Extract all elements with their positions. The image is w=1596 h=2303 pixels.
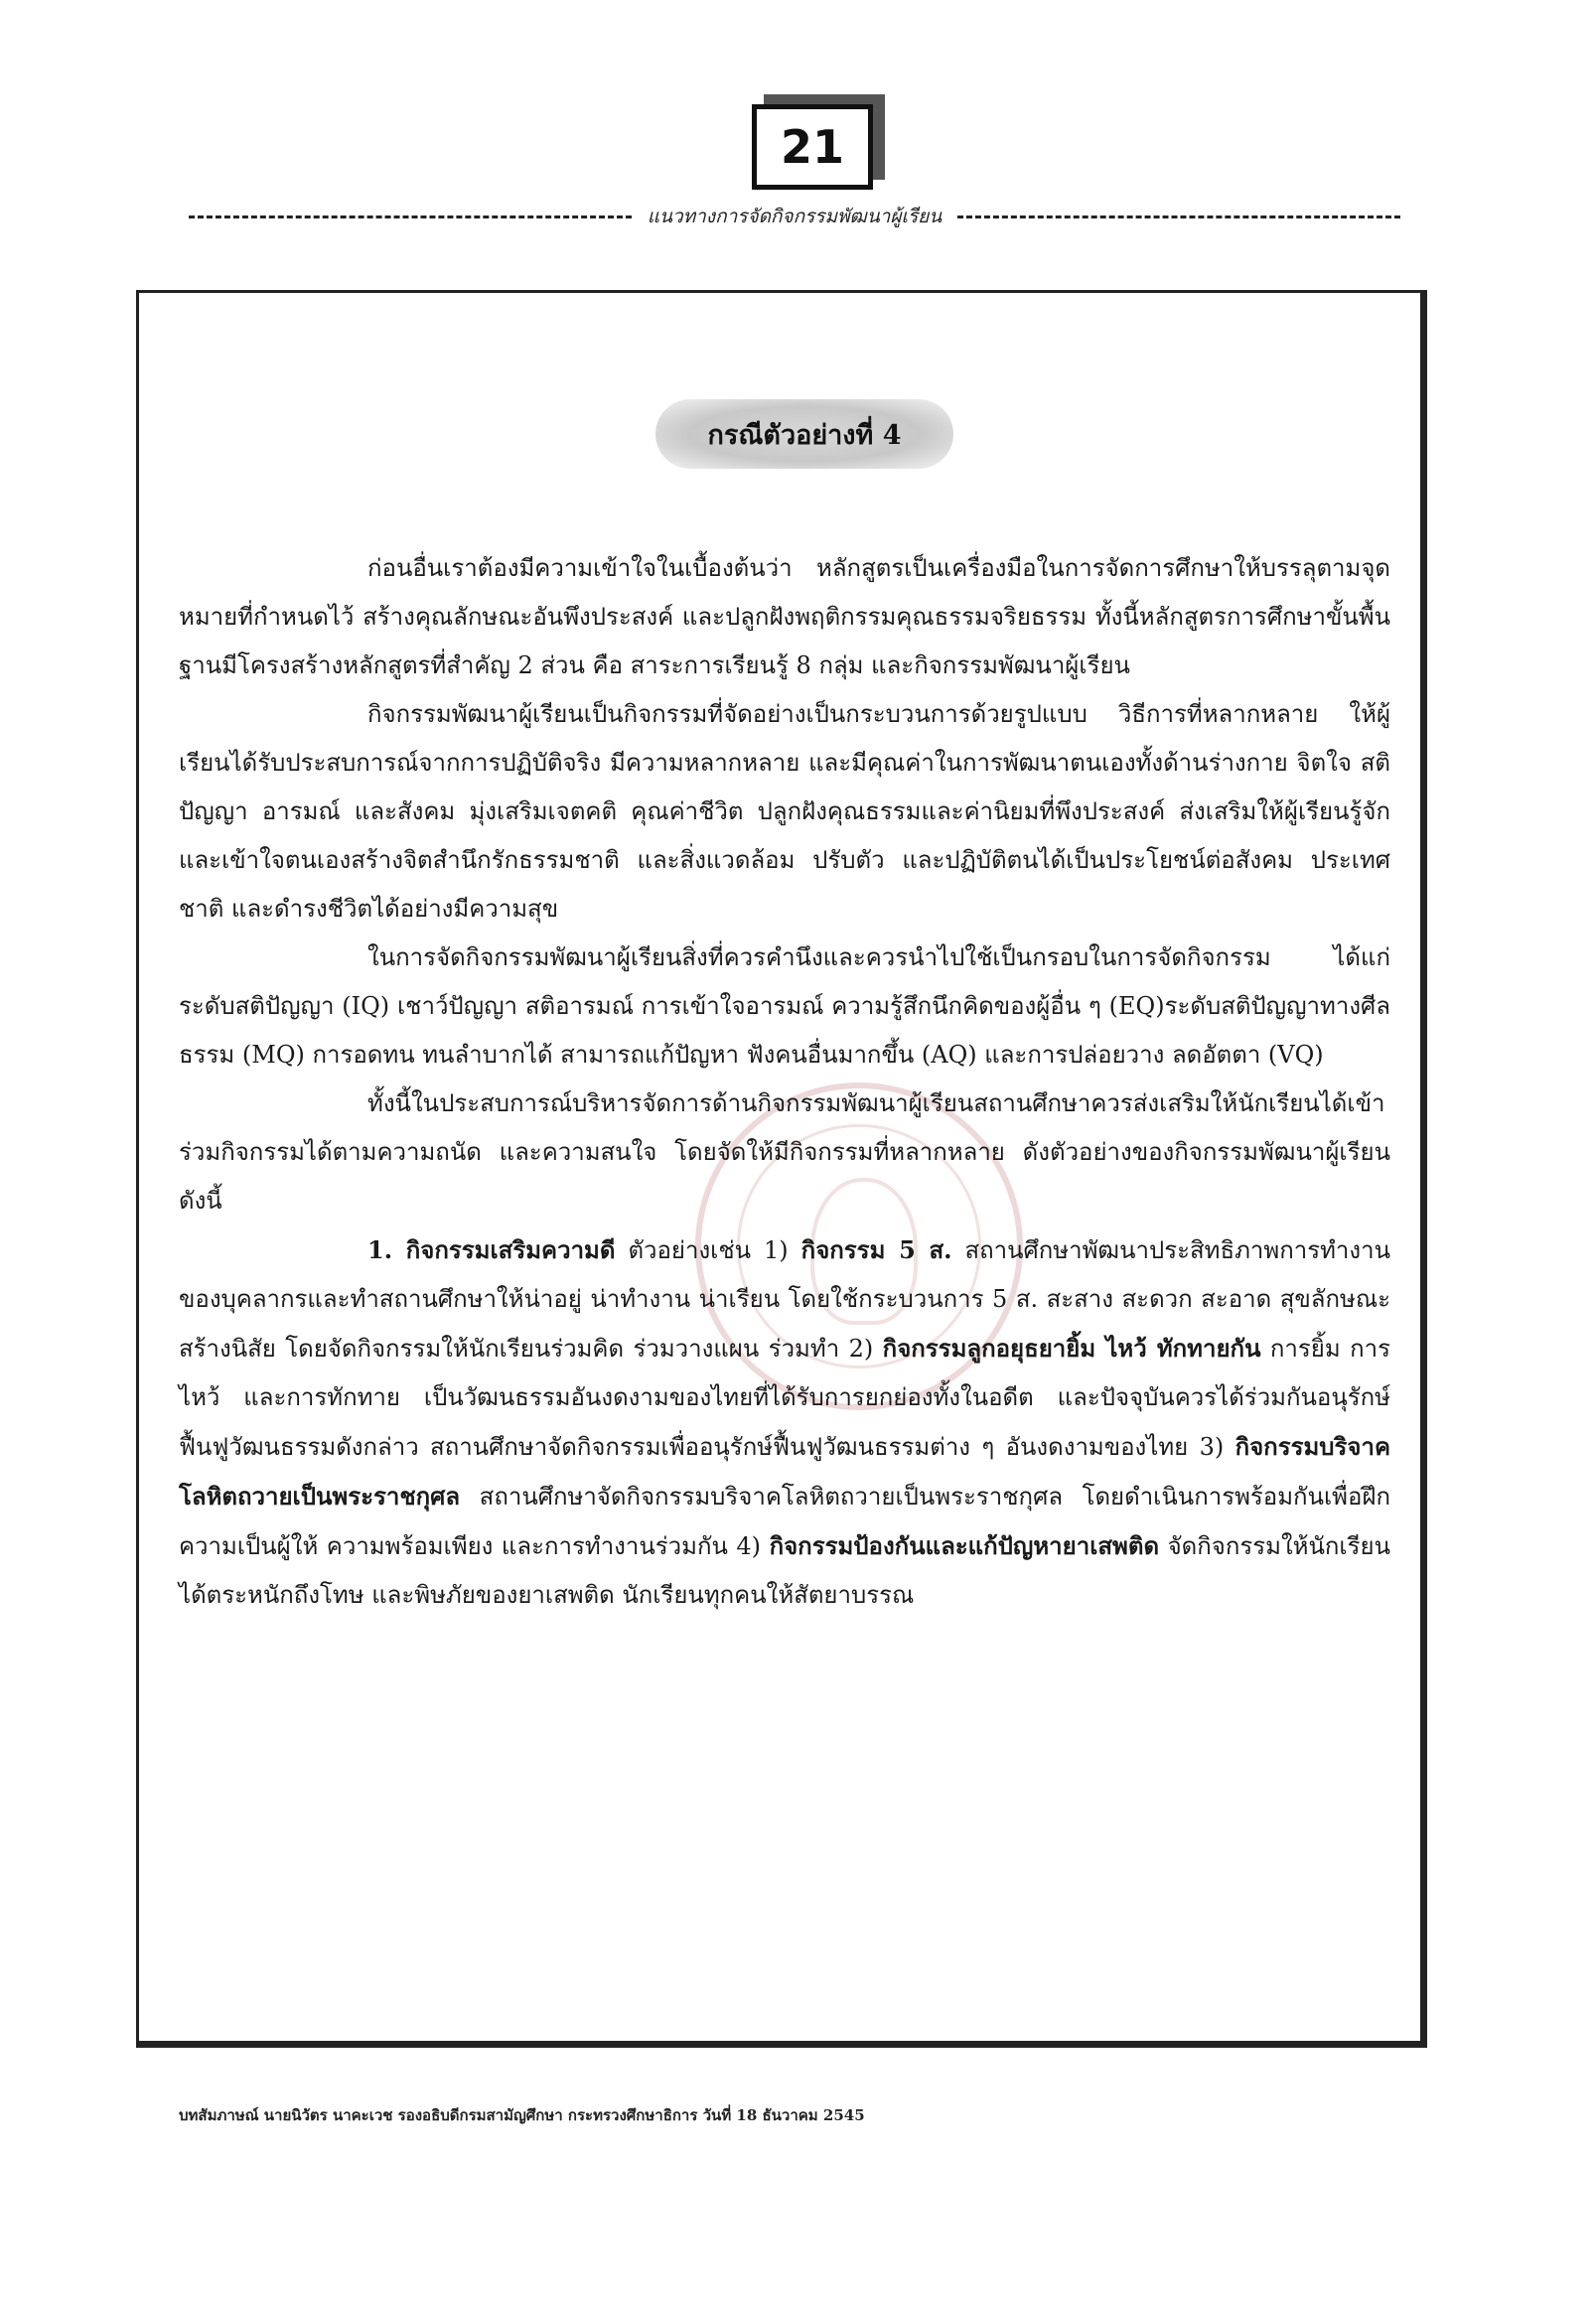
paragraph-activity-examples [179,1225,1390,1620]
activity-heading-greeting: กิจกรรมลูกอยุธยายิ้ม ไหว้ ทักทายกัน [882,1334,1261,1363]
paragraph-framework: ในการจัดกิจกรรมพัฒนาผู้เรียนสิ่งที่ควรคำนึงและควรนำไปใช้เป็นกรอบในการจัดกิจกรรม ได้แก่ ระดับสติปัญญา (IQ) เชาว์ปัญญา สติอารมณ์ การเข้าใจอารมณ์ ความรู้สึกนึกคิดของผู้อื่น ๆ (EQ)ระดับสติปัญญาทางศีลธรรม (MQ) การอดทน ทนลำบากได้ สามารถแก้ปัญหา ฟังคนอื่นมากขึ้น (AQ) และการปล่อยวาง ลดอัตตา (VQ) [179,943,1390,1069]
activity-heading-good-deeds: 1. กิจกรรมเสริมความดี [367,1235,616,1264]
activity-text-5: จัดกิจกรรมให้นักเรียนได้ตระหนักถึงโทษ และพิษภัยของยาเสพติด นักเรียนทุกคนให้สัตยาบรรณ [179,1532,1390,1609]
paragraph-experience: ทั้งนี้ในประสบการณ์บริหารจัดการด้านกิจกรรมพัฒนาผู้เรียนสถานศึกษาควรส่งเสริมให้นักเรียนได้เข้าร่วมกิจกรรมได้ตามความถนัด และความสนใจ โดยจัดให้มีกิจกรรมที่หลากหลาย ดังตัวอย่างของกิจกรรมพัฒนาผู้เรียน ดังนี้ [179,1089,1390,1215]
page-number-value: 21 [780,120,844,174]
case-title-text: กรณีตัวอย่างที่ 4 [707,419,902,451]
activity-text-1: ตัวอย่างเช่น 1) [615,1236,801,1264]
paragraph-intro: ก่อนอื่นเราต้องมีความเข้าใจในเบื้องต้นว่า หลักสูตรเป็นเครื่องมือในการจัดการศึกษาให้บรรลุตามจุดหมายที่กำหนดไว้ สร้างคุณลักษณะอันพึงประสงค์ และปลูกฝังพฤติกรรมคุณธรรมจริยธรรม ทั้งนี้หลักสูตรการศึกษาขั้นพื้นฐานมีโครงสร้างหลักสูตรที่สำคัญ 2 ส่วน คือ สาระการเรียนรู้ 8 กลุ่ม และกิจกรรมพัฒนาผู้เรียน [179,554,1390,679]
page-number [752,104,873,190]
activity-text-2: สถานศึกษาพัฒนาประสิทธิภาพการทำงานของบุคลากรและทำสถานศึกษาให้น่าอยู่ น่าทำงาน น่าเรียน โดยใช้กระบวนการ 5 ส. สะสาง สะดวก สะอาด สุขลักษณะ สร้างนิสัย โดยจัดกิจกรรมให้นักเรียนร่วมคิด ร่วมวางแผน ร่วมทำ 2) [179,1236,1391,1363]
header-rule-right [957,216,1400,218]
activity-text-4: สถานศึกษาจัดกิจกรรมบริจาคโลหิตถวายเป็นพระราชกุศล โดยดำเนินการพร้อมกันเพื่อฝึกความเป็นผู้ให้ ความพร้อมเพียง และการทำงานร่วมกัน 4) [179,1483,1390,1560]
activity-heading-drug-prevention: กิจกรรมป้องกันและแก้ปัญหายาเสพติด [769,1531,1160,1560]
case-title [655,399,953,469]
header-rule-left [189,216,632,218]
activity-heading-blood-donation: กิจกรรมบริจาคโลหิตถวายเป็นพระราชกุศล [179,1432,1391,1511]
footer-source-note: บทสัมภาษณ์ นายนิวัตร นาคะเวช รองอธิบดีกรมสามัญศึกษา กระทรวงศึกษาธิการ วันที่ 18 ธันวาคม 2545 [179,2106,865,2124]
running-header-text: แนวทางการจัดกิจกรรมพัฒนาผู้เรียน [647,206,943,227]
running-header [189,199,1400,234]
paragraph-student-activities: กิจกรรมพัฒนาผู้เรียนเป็นกิจกรรมที่จัดอย่างเป็นกระบวนการด้วยรูปแบบ วิธีการที่หลากหลาย ให้ผู้เรียนได้รับประสบการณ์จากการปฏิบัติจริง มีความหลากหลาย และมีคุณค่าในการพัฒนาตนเองทั้งด้านร่างกาย จิตใจ สติปัญญา อารมณ์ และสังคม มุ่งเสริมเจตคติ คุณค่าชีวิต ปลูกฝังคุณธรรมและค่านิยมที่พึงประสงค์ ส่งเสริมให้ผู้เรียนรู้จักและเข้าใจตนเองสร้างจิตสำนึกรักธรรมชาติ และสิ่งแวดล้อม ปรับตัว และปฏิบัติตนได้เป็นประโยชน์ต่อสังคม ประเทศชาติ และดำรงชีวิตได้อย่างมีความสุข [179,700,1390,923]
case-body [179,544,1390,1620]
activity-heading-5s: กิจกรรม 5 ส. [800,1235,952,1264]
activity-text-3: การยิ้ม การไหว้ และการทักทาย เป็นวัฒนธรรมอันงดงามของไทยที่ได้รับการยกย่องทั้งในอดีต และปัจจุบันควรได้ร่วมกันอนุรักษ์ ฟื้นฟูวัฒนธรรมดังกล่าว สถานศึกษาจัดกิจกรรมเพื่ออนุรักษ์ฟื้นฟูวัฒนธรรมต่าง ๆ อันงดงามของไทย 3) [179,1335,1391,1461]
